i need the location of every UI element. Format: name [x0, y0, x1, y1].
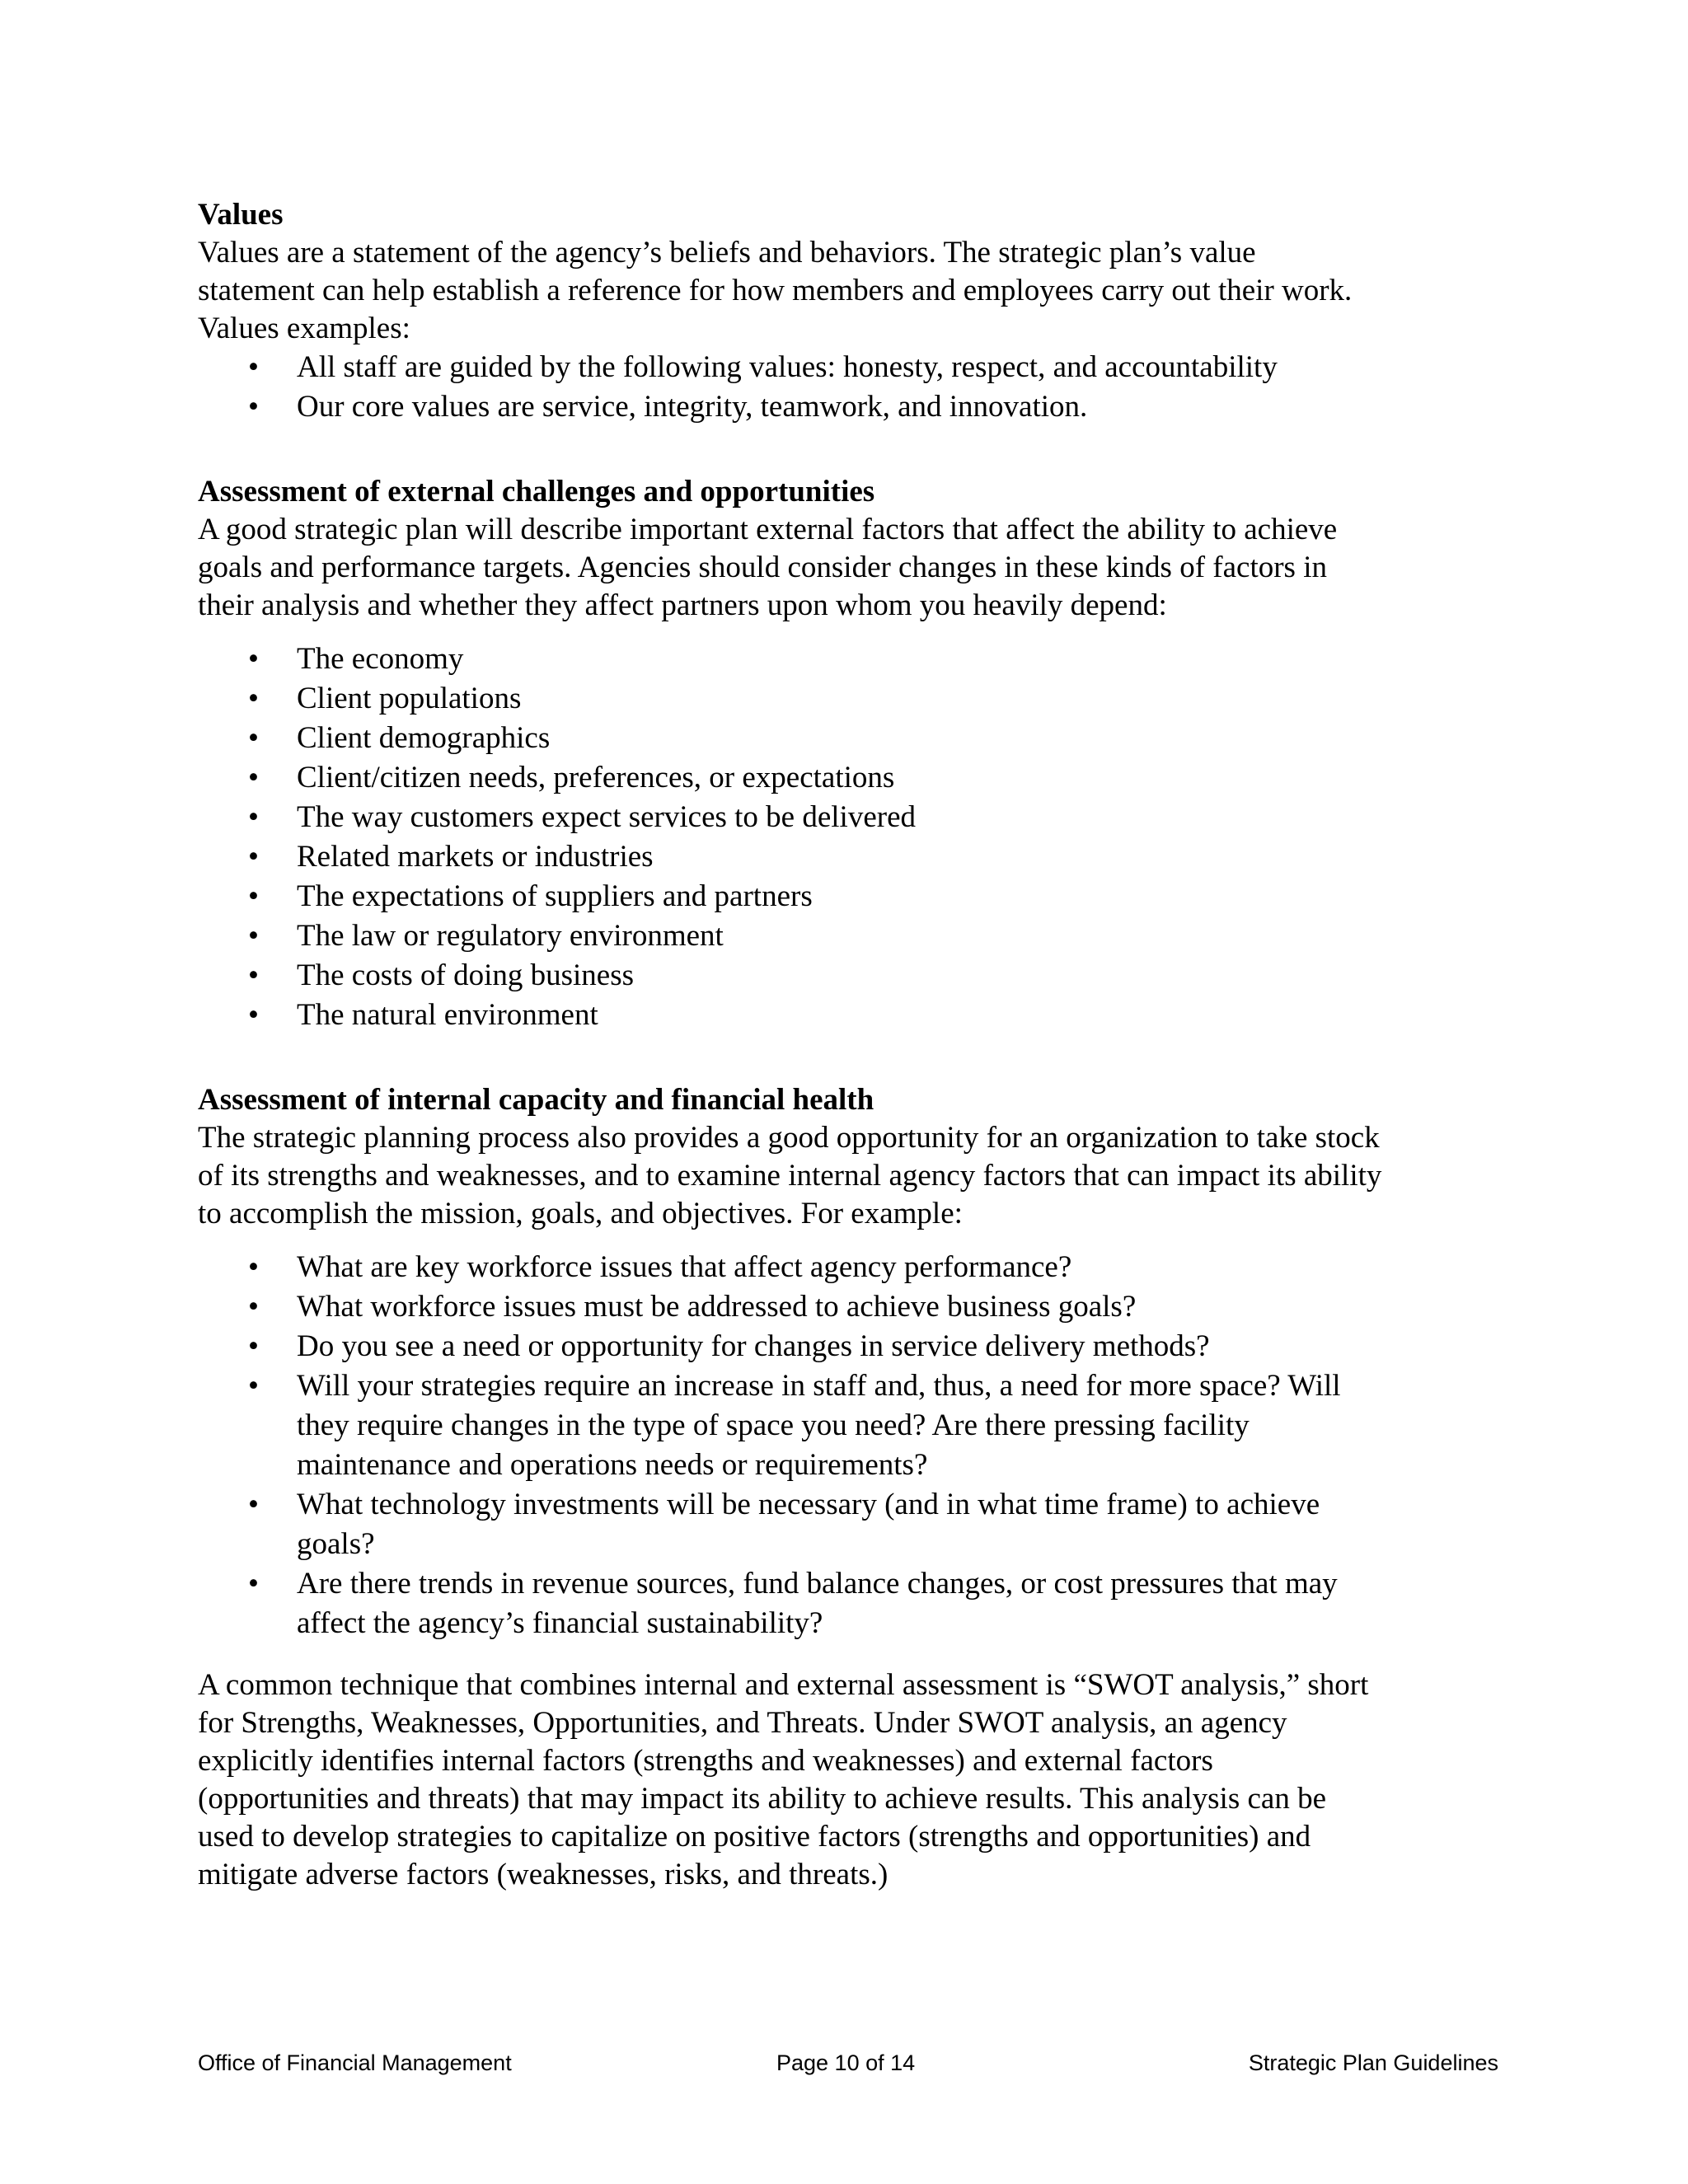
- text-line: Values are a statement of the agency’s beliefs and behaviors. The strategic plan’s value: [198, 236, 1256, 269]
- bullet-icon: •: [248, 1488, 259, 1521]
- list-item: [198, 798, 1500, 837]
- list-item-text: Client populations: [297, 682, 522, 715]
- list-item: [198, 679, 1500, 719]
- list-item: [198, 348, 1500, 387]
- list-item-text: Our core values are service, integrity, teamwork, and innovation.: [297, 390, 1088, 424]
- list-item: [198, 640, 1500, 679]
- list-item-text: goals?: [297, 1527, 375, 1561]
- footer-page-number: Page 10 of 14: [776, 2050, 916, 2075]
- list-item: [198, 996, 1500, 1035]
- list-item-text: The costs of doing business: [297, 958, 635, 992]
- internal-paragraph: [198, 1119, 1500, 1233]
- text-line: their analysis and whether they affect partners upon whom you heavily depend:: [198, 588, 1167, 622]
- values-section: [198, 196, 1500, 427]
- bullet-icon: •: [248, 958, 259, 992]
- list-item: [198, 916, 1500, 956]
- bullet-icon: •: [248, 840, 259, 874]
- bullet-icon: •: [248, 1329, 259, 1363]
- external-paragraph: [198, 511, 1500, 625]
- swot-paragraph: [198, 1666, 1500, 1894]
- list-item-text: What are key workforce issues that affect agency performance?: [297, 1250, 1072, 1284]
- text-line: statement can help establish a reference for how members and employees carry out their work.: [198, 274, 1353, 307]
- list-item-text: What technology investments will be necessary (and in what time frame) to achieve: [297, 1488, 1320, 1521]
- list-item: [198, 1485, 1500, 1564]
- external-heading: Assessment of external challenges and opportunities: [198, 475, 875, 509]
- list-item: [198, 1287, 1500, 1327]
- document-page: [198, 196, 1500, 1894]
- list-item: [198, 1564, 1500, 1643]
- list-item: [198, 877, 1500, 916]
- list-item: [198, 387, 1500, 427]
- list-item-text: Are there trends in revenue sources, fund balance changes, or cost pressures that may: [297, 1567, 1338, 1601]
- internal-section: [198, 1081, 1500, 1643]
- list-item: [198, 758, 1500, 798]
- list-item-text: they require changes in the type of space you need? Are there pressing facility: [297, 1408, 1250, 1442]
- bullet-icon: •: [248, 998, 259, 1032]
- list-item-text: Client/citizen needs, preferences, or expectations: [297, 761, 895, 794]
- text-line: explicitly identifies internal factors (strengths and weaknesses) and external factors: [198, 1744, 1213, 1778]
- values-heading: Values: [198, 198, 284, 232]
- text-line: A good strategic plan will describe important external factors that affect the ability to achieve: [198, 513, 1338, 546]
- bullet-icon: •: [248, 390, 259, 424]
- external-section: [198, 473, 1500, 1035]
- bullet-icon: •: [248, 721, 259, 755]
- bullet-icon: •: [248, 1567, 259, 1601]
- bullet-icon: •: [248, 1369, 259, 1403]
- footer-document-title: Strategic Plan Guidelines: [1248, 2050, 1498, 2075]
- list-item: [198, 1366, 1500, 1485]
- text-line: goals and performance targets. Agencies should consider changes in these kinds of factors in: [198, 551, 1327, 584]
- list-item: [198, 719, 1500, 758]
- text-line: (opportunities and threats) that may impact its ability to achieve results. This analysis can be: [198, 1782, 1326, 1816]
- bullet-icon: •: [248, 350, 259, 384]
- text-line: of its strengths and weaknesses, and to examine internal agency factors that can impact its ability: [198, 1159, 1382, 1193]
- list-item-text: Related markets or industries: [297, 840, 654, 874]
- bullet-icon: •: [248, 761, 259, 794]
- bullet-icon: •: [248, 879, 259, 913]
- list-item-text: Client demographics: [297, 721, 551, 755]
- bullet-icon: •: [248, 642, 259, 676]
- bullet-icon: •: [248, 800, 259, 834]
- text-line: The strategic planning process also provides a good opportunity for an organization to take stock: [198, 1121, 1380, 1155]
- internal-heading: Assessment of internal capacity and financial health: [198, 1083, 874, 1117]
- list-item-text: The law or regulatory environment: [297, 919, 724, 953]
- list-item-text: The way customers expect services to be delivered: [297, 800, 917, 834]
- list-item-text: Do you see a need or opportunity for changes in service delivery methods?: [297, 1329, 1210, 1363]
- list-item-text: The natural environment: [297, 998, 598, 1032]
- list-item-text: What workforce issues must be addressed to achieve business goals?: [297, 1290, 1137, 1324]
- text-line: for Strengths, Weaknesses, Opportunities, and Threats. Under SWOT analysis, an agency: [198, 1706, 1287, 1740]
- list-item-text: Will your strategies require an increase in staff and, thus, a need for more space? Will: [297, 1369, 1341, 1403]
- list-item: [198, 956, 1500, 996]
- external-bullet-list: [198, 640, 1500, 1035]
- list-item-text: maintenance and operations needs or requirements?: [297, 1448, 928, 1482]
- text-line: to accomplish the mission, goals, and objectives. For example:: [198, 1197, 963, 1230]
- internal-bullet-list: [198, 1248, 1500, 1643]
- list-item-text: The economy: [297, 642, 464, 676]
- text-line: Values examples:: [198, 312, 410, 345]
- list-item-text: affect the agency’s financial sustainability?: [297, 1606, 823, 1640]
- bullet-icon: •: [248, 1250, 259, 1284]
- bullet-icon: •: [248, 682, 259, 715]
- text-line: mitigate adverse factors (weaknesses, risks, and threats.): [198, 1858, 889, 1891]
- values-bullet-list: [198, 348, 1500, 427]
- text-line: A common technique that combines internal and external assessment is “SWOT analysis,” short: [198, 1668, 1369, 1702]
- list-item: [198, 1327, 1500, 1366]
- list-item-text: All staff are guided by the following values: honesty, respect, and accountability: [297, 350, 1278, 384]
- list-item: [198, 837, 1500, 877]
- values-paragraph: [198, 234, 1500, 348]
- text-line: used to develop strategies to capitalize on positive factors (strengths and opportunities) and: [198, 1820, 1311, 1854]
- list-item-text: The expectations of suppliers and partners: [297, 879, 813, 913]
- bullet-icon: •: [248, 919, 259, 953]
- footer-organization: Office of Financial Management: [198, 2050, 512, 2075]
- page-footer: [198, 2050, 1498, 2083]
- bullet-icon: •: [248, 1290, 259, 1324]
- list-item: [198, 1248, 1500, 1287]
